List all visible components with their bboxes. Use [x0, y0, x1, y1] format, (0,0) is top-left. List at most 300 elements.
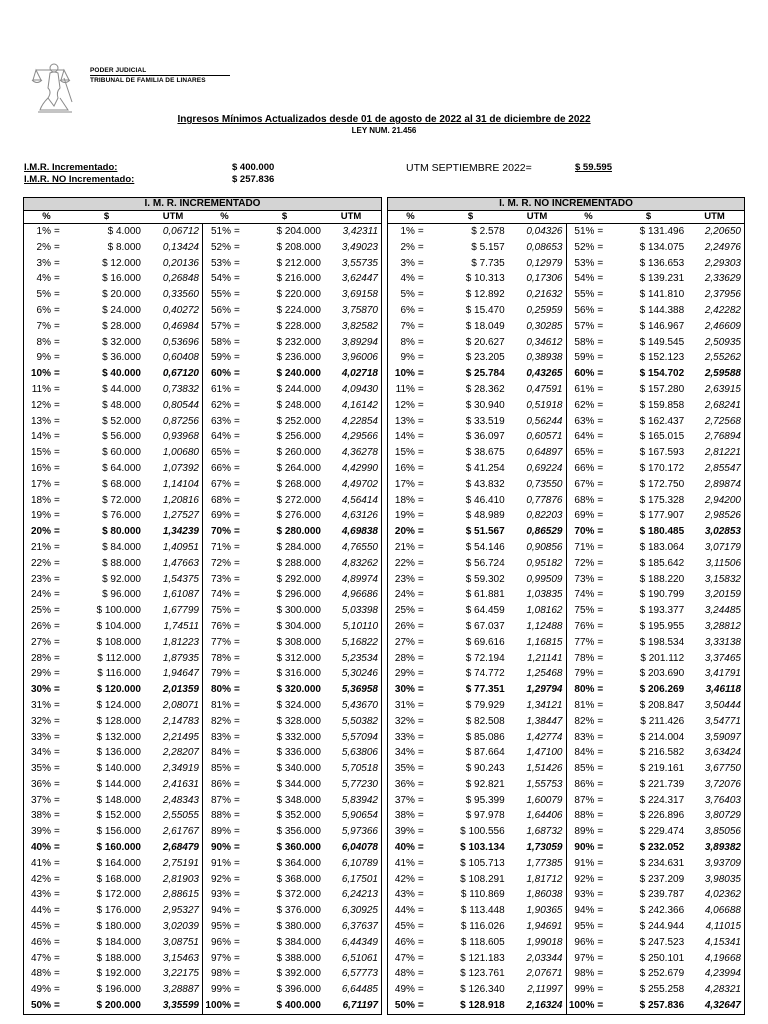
row-amount: $ 136.653 [639, 257, 685, 269]
row-percent: 25% [30, 605, 51, 617]
row-utm: 4,69838 [341, 526, 378, 538]
row-equals: = [417, 589, 424, 601]
row-amount: $ 220.000 [276, 289, 321, 301]
table-row [388, 982, 744, 998]
row-percent: 10% [394, 368, 415, 380]
row-percent: 38% [30, 810, 51, 822]
row-equals: = [54, 289, 60, 301]
row-utm: 5,63806 [341, 747, 378, 759]
row-percent: 16% [394, 462, 415, 474]
row-amount: $ 41.254 [465, 462, 505, 474]
table-row [388, 524, 744, 540]
row-amount: $ 131.496 [639, 226, 685, 237]
row-utm: 2,03344 [526, 952, 563, 964]
row-amount: $ 300.000 [276, 605, 321, 617]
row-percent: 53% [202, 256, 231, 272]
imr-no-incrementado-table [387, 197, 745, 1015]
row-equals: = [54, 494, 60, 506]
table-row [388, 745, 744, 761]
row-equals: = [417, 905, 424, 917]
row-equals: = [234, 794, 240, 806]
row-amount: $ 108.000 [96, 636, 141, 648]
row-equals: = [597, 399, 604, 411]
row-percent: 55% [202, 287, 231, 303]
row-utm: 0,06712 [162, 226, 199, 237]
row-equals: = [234, 857, 240, 869]
row-percent: 74% [202, 587, 231, 603]
row-percent: 99% [202, 982, 231, 998]
row-equals: = [54, 715, 60, 727]
row-amount: $ 92.000 [102, 573, 141, 585]
row-equals: = [54, 352, 60, 364]
row-percent: 100% [202, 998, 231, 1014]
row-amount: $ 204.000 [276, 226, 321, 237]
row-percent: 58% [202, 335, 231, 351]
table-body [388, 224, 744, 1014]
org-line-1: PODER JUDICIAL [90, 67, 147, 74]
row-amount: $ 48.989 [465, 510, 505, 522]
column-header: UTM [340, 211, 362, 222]
row-amount: $ 5.157 [471, 241, 505, 253]
row-utm: 0,56244 [526, 415, 563, 427]
row-amount: $ 193.377 [639, 605, 685, 617]
table-row [388, 477, 744, 493]
row-equals: = [234, 289, 240, 301]
row-utm: 4,96686 [341, 589, 378, 601]
row-percent: 87% [202, 793, 231, 809]
row-equals: = [597, 699, 604, 711]
row-utm: 2,01359 [162, 684, 199, 696]
row-utm: 5,30246 [341, 668, 378, 680]
row-utm: 0,86529 [526, 526, 563, 538]
row-equals: = [597, 636, 604, 648]
row-equals: = [597, 826, 604, 838]
row-utm: 0,04326 [526, 226, 563, 237]
table-row [24, 919, 381, 935]
row-amount: $ 292.000 [276, 573, 321, 585]
row-equals: = [234, 699, 240, 711]
row-utm: 4,32647 [704, 1000, 741, 1012]
row-amount: $ 236.000 [276, 352, 321, 364]
row-equals: = [54, 447, 60, 459]
table-row [24, 540, 381, 556]
table-row [24, 319, 381, 335]
row-percent: 56% [202, 303, 231, 319]
row-utm: 6,17501 [341, 873, 378, 885]
row-percent: 58% [566, 335, 595, 351]
row-equals: = [234, 952, 240, 964]
table-row [388, 698, 744, 714]
table-row [24, 682, 381, 698]
table-row [388, 903, 744, 919]
row-equals: = [597, 889, 604, 901]
row-amount: $ 232.000 [276, 336, 321, 348]
row-utm: 0,60408 [162, 352, 199, 364]
row-percent: 67% [566, 477, 595, 493]
row-equals: = [54, 668, 60, 680]
row-percent: 28% [30, 652, 51, 664]
row-equals: = [234, 526, 240, 538]
row-utm: 3,08751 [162, 936, 199, 948]
row-percent: 21% [30, 541, 51, 553]
row-equals: = [417, 984, 424, 996]
row-utm: 6,57773 [341, 968, 378, 980]
table-row [388, 350, 744, 366]
row-percent: 72% [566, 556, 595, 572]
row-percent: 46% [394, 936, 415, 948]
row-equals: = [234, 747, 240, 759]
row-utm: 3,67750 [704, 763, 741, 775]
table-row [24, 461, 381, 477]
row-percent: 8% [36, 336, 51, 348]
row-equals: = [234, 399, 240, 411]
row-equals: = [597, 668, 604, 680]
row-amount: $ 116.000 [97, 668, 141, 680]
row-amount: $ 392.000 [276, 968, 321, 980]
row-amount: $ 15.470 [465, 304, 505, 316]
table-row [388, 730, 744, 746]
row-amount: $ 77.351 [465, 684, 505, 696]
row-percent: 52% [202, 240, 231, 256]
row-equals: = [417, 368, 424, 380]
row-utm: 3,46118 [705, 684, 741, 696]
row-equals: = [597, 226, 604, 237]
row-percent: 67% [202, 477, 231, 493]
row-equals: = [54, 510, 60, 522]
row-amount: $ 296.000 [276, 589, 321, 601]
row-utm: 6,37637 [341, 921, 378, 933]
row-equals: = [417, 447, 424, 459]
row-equals: = [54, 826, 60, 838]
imr-no-incrementado-label: I.M.R. NO Incrementado: [24, 174, 135, 185]
row-utm: 1,81223 [162, 636, 199, 648]
row-equals: = [597, 921, 604, 933]
row-utm: 4,76550 [341, 541, 378, 553]
row-percent: 92% [202, 872, 231, 888]
row-percent: 25% [394, 605, 415, 617]
row-utm: 3,96006 [341, 352, 378, 364]
row-percent: 32% [394, 715, 415, 727]
row-percent: 77% [202, 635, 231, 651]
row-equals: = [417, 226, 424, 237]
row-amount: $ 113.448 [460, 905, 505, 917]
row-amount: $ 36.000 [102, 352, 141, 364]
row-amount: $ 84.000 [102, 541, 141, 553]
row-percent: 1% [36, 226, 51, 237]
row-amount: $ 219.161 [639, 763, 685, 775]
row-equals: = [234, 557, 240, 569]
row-amount: $ 348.000 [276, 794, 321, 806]
row-amount: $ 28.000 [102, 320, 141, 332]
table-row [388, 240, 744, 256]
row-equals: = [597, 510, 604, 522]
row-equals: = [417, 826, 424, 838]
row-utm: 3,41791 [704, 668, 741, 680]
row-amount: $ 104.000 [96, 620, 141, 632]
row-amount: $ 48.000 [102, 399, 141, 411]
row-utm: 2,08071 [162, 699, 199, 711]
row-utm: 0,12979 [526, 257, 563, 269]
row-amount: $ 340.000 [276, 763, 321, 775]
row-utm: 3,82582 [341, 320, 378, 332]
row-equals: = [417, 684, 424, 696]
row-percent: 4% [36, 273, 51, 285]
table-row [24, 651, 381, 667]
table-row [388, 603, 744, 619]
row-utm: 3,42311 [342, 226, 378, 237]
row-amount: $ 16.000 [102, 273, 141, 285]
row-percent: 100% [566, 998, 595, 1014]
row-utm: 0,99509 [526, 573, 563, 585]
row-amount: $ 40.000 [102, 368, 141, 380]
row-equals: = [597, 984, 604, 996]
row-amount: $ 54.146 [465, 541, 505, 553]
row-percent: 46% [30, 936, 51, 948]
row-percent: 89% [566, 824, 595, 840]
row-equals: = [54, 1000, 60, 1012]
row-percent: 75% [202, 603, 231, 619]
row-equals: = [54, 320, 60, 332]
row-percent: 11% [31, 383, 51, 395]
row-equals: = [417, 541, 424, 553]
row-utm: 4,11015 [705, 921, 741, 933]
row-equals: = [417, 636, 424, 648]
row-amount: $ 121.183 [460, 952, 505, 964]
row-percent: 64% [202, 429, 231, 445]
row-equals: = [54, 273, 60, 285]
row-equals: = [597, 620, 604, 632]
row-percent: 31% [30, 699, 51, 711]
row-percent: 22% [394, 557, 415, 569]
row-amount: $ 167.593 [639, 447, 685, 459]
row-equals: = [597, 415, 604, 427]
row-percent: 84% [566, 745, 595, 761]
row-utm: 1,60079 [526, 794, 563, 806]
row-equals: = [234, 383, 240, 395]
row-utm: 3,11506 [705, 557, 741, 569]
row-percent: 9% [400, 352, 415, 364]
row-utm: 5,23534 [341, 652, 378, 664]
row-equals: = [54, 241, 60, 253]
row-equals: = [417, 273, 424, 285]
row-percent: 30% [30, 684, 51, 696]
row-equals: = [417, 668, 424, 680]
row-utm: 4,22854 [341, 415, 378, 427]
row-percent: 9% [36, 352, 51, 364]
row-equals: = [597, 526, 604, 538]
row-equals: = [417, 320, 424, 332]
table-row [24, 429, 381, 445]
row-utm: 0,43265 [526, 368, 563, 380]
row-percent: 48% [30, 968, 51, 980]
row-percent: 8% [400, 336, 415, 348]
row-equals: = [54, 778, 60, 790]
row-percent: 64% [566, 429, 595, 445]
row-equals: = [417, 763, 424, 775]
row-amount: $ 239.787 [639, 889, 685, 901]
row-percent: 32% [30, 715, 51, 727]
row-percent: 66% [566, 461, 595, 477]
row-amount: $ 20.627 [465, 336, 505, 348]
row-percent: 83% [566, 730, 595, 746]
row-utm: 3,37465 [704, 652, 741, 664]
row-equals: = [597, 747, 604, 759]
row-amount: $ 69.616 [465, 636, 505, 648]
row-equals: = [597, 794, 604, 806]
row-utm: 0,47591 [526, 383, 563, 395]
row-utm: 0,46984 [162, 320, 199, 332]
row-amount: $ 33.519 [465, 415, 505, 427]
row-percent: 78% [566, 651, 595, 667]
row-percent: 95% [566, 919, 595, 935]
row-percent: 85% [566, 761, 595, 777]
row-utm: 2,37956 [704, 289, 741, 301]
row-equals: = [417, 620, 424, 632]
row-utm: 4,02718 [341, 368, 378, 380]
row-amount: $ 95.399 [465, 794, 505, 806]
row-equals: = [417, 336, 424, 348]
row-utm: 1,42774 [526, 731, 563, 743]
row-utm: 2,61767 [162, 826, 199, 838]
column-header: % [584, 211, 593, 222]
row-amount: $ 400.000 [276, 1000, 321, 1012]
row-amount: $ 74.772 [465, 668, 505, 680]
row-percent: 99% [566, 982, 595, 998]
row-equals: = [54, 431, 60, 443]
row-utm: 1,54375 [162, 573, 199, 585]
row-utm: 4,28321 [704, 984, 741, 996]
row-amount: $ 372.000 [276, 889, 321, 901]
row-amount: $ 134.075 [639, 241, 685, 253]
row-utm: 3,07179 [704, 541, 741, 553]
row-percent: 95% [202, 919, 231, 935]
row-equals: = [417, 952, 424, 964]
row-utm: 2,75191 [162, 857, 199, 869]
row-amount: $ 255.258 [639, 984, 685, 996]
row-equals: = [417, 936, 424, 948]
table-row [24, 414, 381, 430]
table-row [388, 840, 744, 856]
row-utm: 2,72568 [704, 415, 741, 427]
row-equals: = [234, 636, 240, 648]
row-utm: 3,72076 [704, 778, 741, 790]
row-percent: 13% [394, 415, 415, 427]
row-amount: $ 336.000 [276, 747, 321, 759]
table-row [388, 572, 744, 588]
row-utm: 1,08162 [526, 605, 563, 617]
imr-incrementado-table [23, 197, 382, 1015]
row-equals: = [234, 478, 240, 490]
row-percent: 29% [30, 668, 51, 680]
table-row [388, 824, 744, 840]
row-utm: 0,17306 [526, 273, 563, 285]
row-utm: 3,93709 [704, 857, 741, 869]
row-equals: = [234, 368, 240, 380]
row-amount: $ 154.702 [639, 368, 685, 380]
row-amount: $ 276.000 [276, 510, 321, 522]
row-equals: = [597, 684, 604, 696]
row-utm: 0,21632 [526, 289, 563, 301]
row-amount: $ 32.000 [102, 336, 141, 348]
row-amount: $ 364.000 [276, 857, 321, 869]
table-row [388, 856, 744, 872]
row-amount: $ 85.086 [465, 731, 505, 743]
row-equals: = [54, 478, 60, 490]
row-percent: 38% [394, 810, 415, 822]
row-equals: = [417, 605, 424, 617]
row-percent: 54% [202, 271, 231, 287]
row-utm: 0,25959 [526, 304, 563, 316]
row-amount: $ 82.508 [465, 715, 505, 727]
row-percent: 93% [566, 887, 595, 903]
row-percent: 54% [566, 271, 595, 287]
row-utm: 1,21141 [527, 652, 563, 664]
imr-incrementado-value: $ 400.000 [232, 162, 275, 173]
table-row [388, 303, 744, 319]
row-percent: 55% [566, 287, 595, 303]
row-equals: = [54, 810, 60, 822]
row-utm: 1,47663 [162, 557, 199, 569]
row-percent: 96% [202, 935, 231, 951]
row-equals: = [54, 573, 60, 585]
row-equals: = [597, 289, 604, 301]
row-utm: 1,12488 [526, 620, 563, 632]
row-equals: = [597, 778, 604, 790]
row-amount: $ 328.000 [276, 715, 321, 727]
column-header: % [42, 211, 51, 222]
row-amount: $ 64.000 [102, 462, 141, 474]
row-amount: $ 152.123 [639, 352, 685, 364]
row-equals: = [597, 936, 604, 948]
row-amount: $ 192.000 [96, 968, 141, 980]
row-percent: 68% [202, 493, 231, 509]
table-row [24, 587, 381, 603]
table-title: I. M. R. NO INCREMENTADO [388, 198, 744, 211]
row-equals: = [234, 431, 240, 443]
row-equals: = [54, 905, 60, 917]
row-percent: 65% [566, 445, 595, 461]
table-row [388, 335, 744, 351]
table-row [388, 287, 744, 303]
row-utm: 2,89874 [704, 478, 741, 490]
row-amount: $ 120.000 [96, 684, 141, 696]
row-amount: $ 180.485 [639, 526, 685, 538]
row-percent: 73% [566, 572, 595, 588]
row-amount: $ 103.134 [460, 842, 505, 854]
row-utm: 6,24213 [341, 889, 378, 901]
row-equals: = [54, 763, 60, 775]
row-amount: $ 141.810 [639, 289, 685, 301]
row-percent: 84% [202, 745, 231, 761]
row-utm: 0,30285 [526, 320, 563, 332]
row-equals: = [54, 873, 60, 885]
row-amount: $ 152.000 [96, 810, 141, 822]
row-utm: 3,49023 [341, 241, 378, 253]
row-percent: 1% [400, 226, 415, 237]
row-percent: 43% [30, 889, 51, 901]
row-utm: 3,89294 [341, 336, 378, 348]
row-utm: 2,34919 [162, 763, 199, 775]
row-utm: 1,34239 [162, 526, 199, 538]
row-percent: 20% [30, 526, 51, 538]
row-equals: = [417, 462, 424, 474]
row-equals: = [54, 636, 60, 648]
row-amount: $ 23.205 [465, 352, 505, 364]
row-percent: 71% [202, 540, 231, 556]
row-equals: = [417, 968, 424, 980]
row-utm: 2,21495 [162, 731, 199, 743]
row-amount: $ 126.340 [460, 984, 505, 996]
